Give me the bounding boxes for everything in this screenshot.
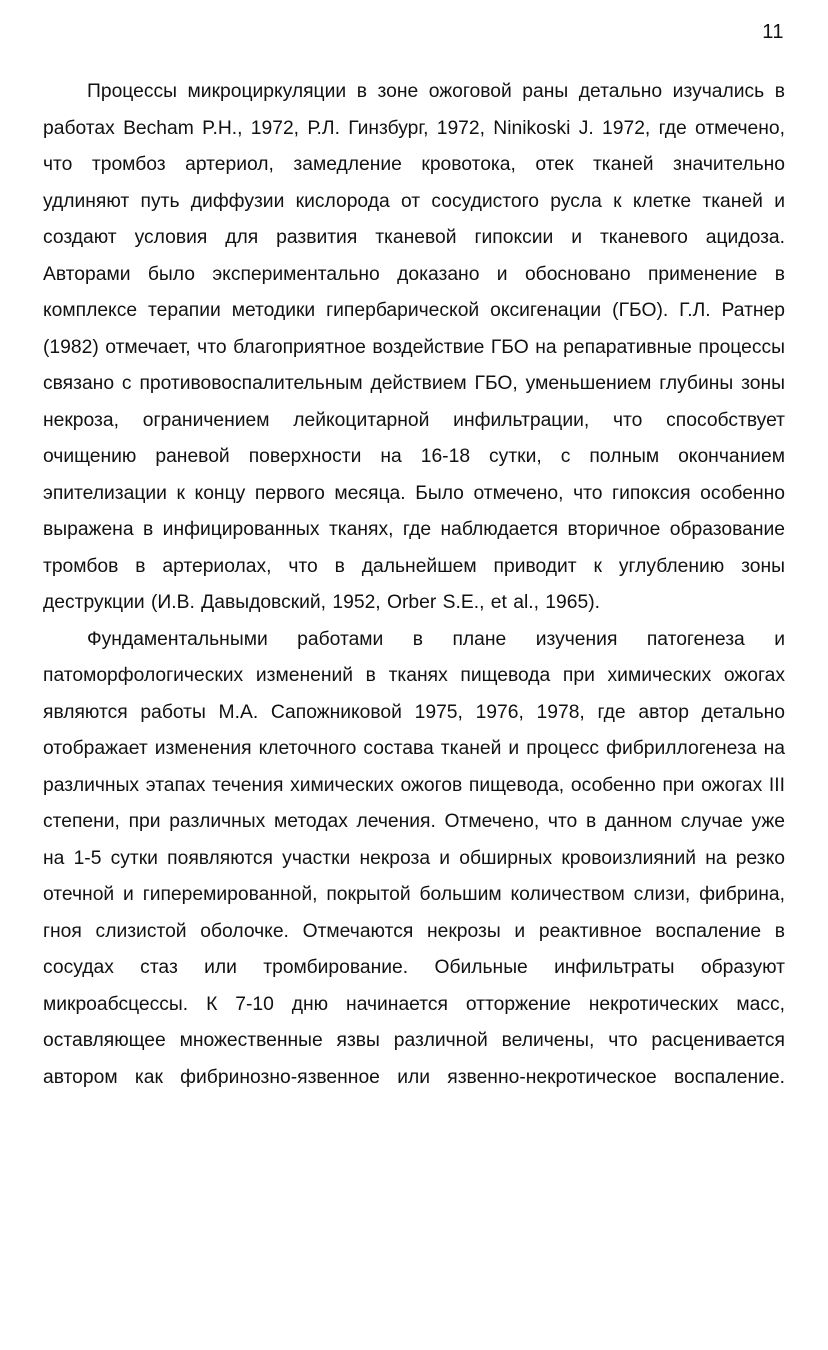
body-text	[43, 74, 785, 1096]
page-number: 11	[762, 21, 784, 43]
paragraph-microcirculation: Процессы микроциркуляции в зоне ожоговой раны детально изучались в работах Becham P.H., 1972, Р.Л. Гинзбург, 1972, Ninikoski J. 1972, где отмечено, что тромбоз артериол, замедление кровотока, отек тканей значительно удлиняют путь диффузии кислорода от сосудистого русла к клетке тканей и создают условия для развития тканевой гипоксии и тканевого ацидоза. Авторами было экспериментально доказано и обосновано применение в комплексе терапии методики гипербарической оксигенации (ГБО). Г.Л. Ратнер (1982) отмечает, что благоприятное воздействие ГБО на репаративные процессы связано с противовоспалительным действием ГБО, уменьшением глубины зоны некроза, ограничением лейкоцитарной инфильтрации, что способствует очищению раневой поверхности на 16-18 сутки, с полным окончанием эпителизации к концу первого месяца. Было отмечено, что гипоксия особенно выражена в инфицированных тканях, где наблюдается вторичное образование тромбов в артериолах, что в дальнейшем приводит к углублению зоны деструкции (И.В. Давыдовский, 1952, Orber S.E., et al., 1965).	[43, 81, 785, 613]
paragraph-pathogenesis: Фундаментальными работами в плане изучения патогенеза и патоморфологических изменений в тканях пищевода при химических ожогах являются работы М.А. Сапожниковой 1975, 1976, 1978, где автор детально отображает изменения клеточного состава тканей и процесс фибриллогенеза на различных этапах течения химических ожогов пищевода, особенно при ожогах III степени, при различных методах лечения. Отмечено, что в данном случае уже на 1-5 сутки появляются участки некроза и обширных кровоизлияний на резко отечной и гиперемированной, покрытой большим количеством слизи, фибрина, гноя слизистой оболочке. Отмечаются некрозы и реактивное воспаление в сосудах стаз или тромбирование. Обильные инфильтраты образуют микроабсцессы. К 7-10 дню начинается отторжение некротических масс, оставляющее множественные язвы различной величены, что расценивается автором как фибринозно-язвенное или язвенно-некротическое воспаление.	[43, 628, 785, 1088]
